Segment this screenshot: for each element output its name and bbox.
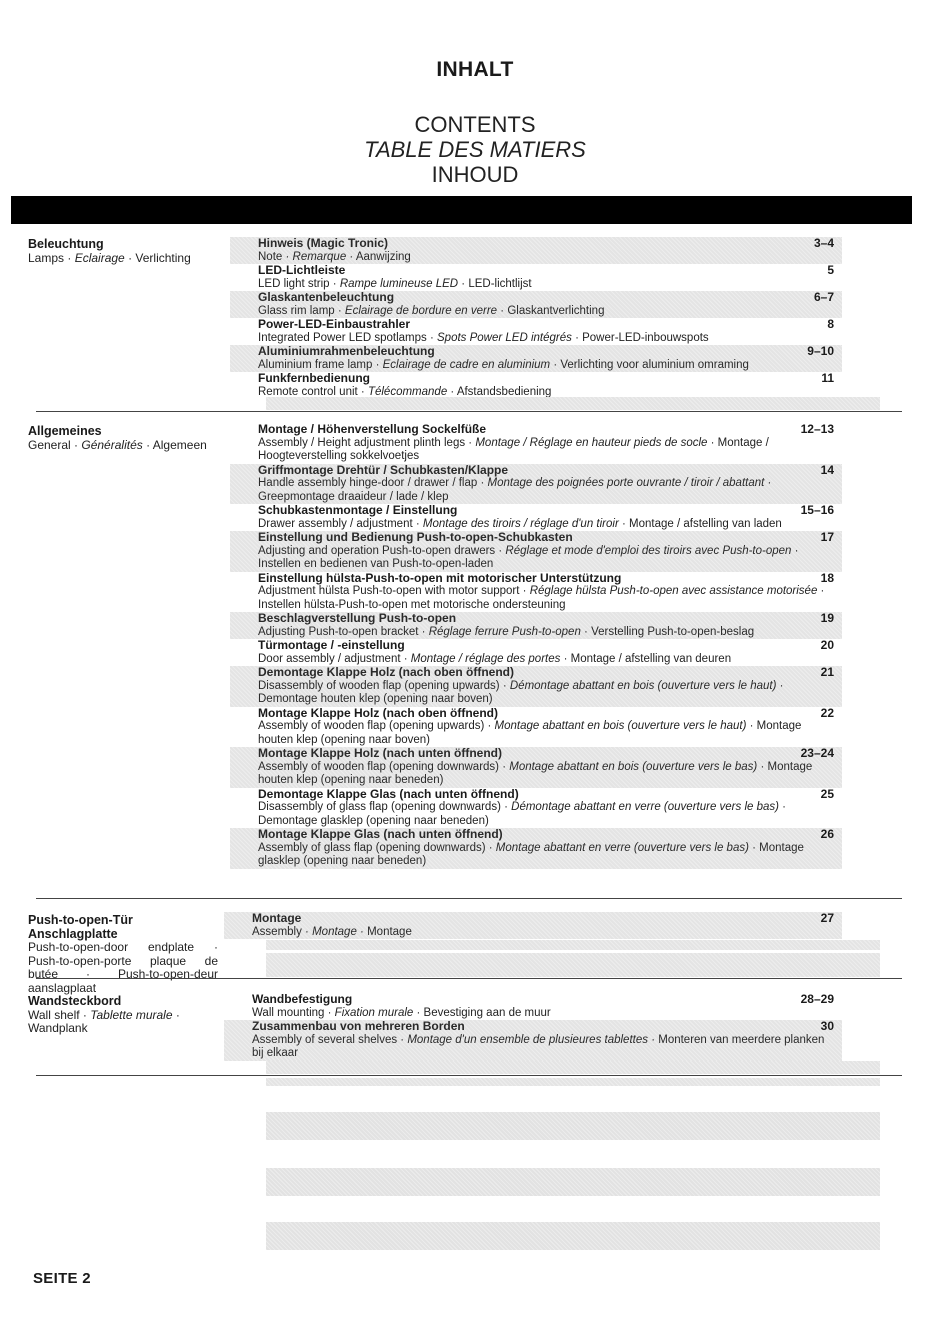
toc-entry <box>230 531 842 572</box>
shaded-filler <box>266 1078 880 1086</box>
entry-translations: Wall mounting · Fixation murale · Bevestiging aan de muur <box>252 1006 551 1019</box>
shaded-filler <box>266 1061 880 1074</box>
entry-translations: Aluminium frame lamp · Eclairage de cadre en aluminium · Verlichting voor aluminium omraming <box>258 358 749 371</box>
entry-title: Zusammenbau von mehreren Borden <box>252 1019 465 1033</box>
entry-page-number: 28–29 <box>800 992 834 1006</box>
entry-translations: Adjusting Push-to-open bracket · Réglage ferrure Push-to-open · Verstelling Push-to-open-beslag <box>258 625 755 638</box>
entry-translations: Handle assembly hinge-door / drawer / flap · Montage des poignées porte ouvrante / tiroir / abattant · Greepmontage draaideur / lade / klep <box>258 477 772 503</box>
entry-translations: Assembly / Height adjustment plinth legs · Montage / Réglage en hauteur pieds de socle · Montage / Hoogteverstelling sokkelvoetjes <box>258 436 769 462</box>
entry-translations: Assembly of several shelves · Montage d'un ensemble de plusieures tablettes · Monteren van meerdere planken bij elkaar <box>252 1033 825 1059</box>
entry-page-number: 6–7 <box>813 290 834 304</box>
shaded-filler <box>266 940 880 950</box>
section-divider <box>36 898 902 899</box>
toc-entry <box>230 345 842 372</box>
entries-allgemeines <box>230 423 842 869</box>
entries-push-to-open <box>224 912 842 939</box>
category-title: Allgemeines <box>28 424 102 438</box>
page-number: SEITE 2 <box>33 1270 91 1287</box>
category-wandsteckbord <box>28 995 218 1036</box>
empty-shaded-block <box>266 1112 880 1140</box>
entry-title: Demontage Klappe Glas (nach unten öffnend) <box>258 786 519 801</box>
toc-entry <box>230 612 842 639</box>
entry-translations: Assembly of wooden flap (opening downwards) · Montage abattant en bois (ouverture vers le bas) · Montage houten klep (opening naar beneden) <box>258 760 813 786</box>
entry-translations: Assembly of glass flap (opening downwards) · Montage abattant en verre (ouverture vers le bas) · Montage glasklep (opening naar beneden) <box>258 841 804 867</box>
category-langs: General · Généralités · Algemeen <box>28 437 207 452</box>
entry-translations: Glass rim lamp · Eclairage de bordure en verre · Glaskantverlichting <box>258 304 605 317</box>
entry-title: Montage Klappe Holz (nach unten öffnend) <box>258 746 502 760</box>
entry-page-number: 11 <box>821 371 834 385</box>
entry-title: Griffmontage Drehtür / Schubkasten/Klappe <box>258 462 509 477</box>
entry-translations: Adjustment hülsta Push-to-open with motor support · Réglage hülsta Push-to-open avec assistance motorisée · Instellen hülsta-Push-to-open met motorische ondersteuning <box>258 585 825 611</box>
entry-page-number: 19 <box>820 611 834 625</box>
entry-page-number: 25 <box>820 786 834 801</box>
entry-title: Einstellung hülsta-Push-to-open mit motorischer Unterstützung <box>258 570 622 585</box>
toc-entry <box>230 464 842 505</box>
entry-page-number: 8 <box>827 317 834 331</box>
entry-translations: Disassembly of wooden flap (opening upwards) · Démontage abattant en bois (ouverture vers le haut) · Demontage houten klep (opening naar boven) <box>258 679 784 705</box>
entry-title: Montage Klappe Holz (nach oben öffnend) <box>258 705 498 720</box>
page-title: INHALT <box>436 58 514 81</box>
category-langs: Wall shelf · Tablette murale · Wandplank <box>28 1007 180 1035</box>
entry-page-number: 15–16 <box>800 503 834 517</box>
toc-entry <box>230 747 842 788</box>
entry-title: Einstellung und Bedienung Push-to-open-Schubkasten <box>258 530 573 544</box>
entry-title: Funkfernbedienung <box>258 371 370 385</box>
subtitle-french: TABLE DES MATIERS <box>364 137 586 162</box>
entry-title: Beschlagverstellung Push-to-open <box>258 611 457 625</box>
entries-wandsteckbord <box>224 993 842 1061</box>
toc-entry <box>230 639 842 666</box>
entry-page-number: 9–10 <box>807 344 834 358</box>
entry-page-number: 20 <box>820 638 834 652</box>
entry-translations: Integrated Power LED spotlamps · Spots Power LED intégrés · Power-LED-inbouwspots <box>258 331 709 344</box>
toc-entry <box>224 993 842 1020</box>
toc-entry <box>230 572 842 613</box>
entry-title: Schubkastenmontage / Einstellung <box>258 503 458 517</box>
category-title: Wandsteckbord <box>28 994 122 1008</box>
entry-page-number: 18 <box>820 570 834 585</box>
section-divider <box>36 411 902 412</box>
entry-page-number: 22 <box>820 705 834 720</box>
entry-translations: Assembly of wooden flap (opening upwards) · Montage abattant en bois (ouverture vers le haut) · Montage houten klep (opening naar boven) <box>258 720 802 746</box>
header-black-band <box>11 196 912 224</box>
entry-translations: Assembly · Montage · Montage <box>252 925 412 938</box>
section-divider <box>36 978 902 979</box>
entry-translations: Drawer assembly / adjustment · Montage des tiroirs / réglage d'un tiroir · Montage / afstelling van laden <box>258 517 782 530</box>
entry-page-number: 3–4 <box>813 236 834 250</box>
entry-translations: Note · Remarque · Aanwijzing <box>258 250 411 263</box>
entry-title: Hinweis (Magic Tronic) <box>258 236 389 250</box>
empty-shaded-block <box>266 1222 880 1250</box>
toc-entry <box>230 504 842 531</box>
entry-title: Montage Klappe Glas (nach unten öffnend) <box>258 827 503 841</box>
entry-title: Montage / Höhenverstellung Sockelfüße <box>258 422 487 436</box>
toc-entry <box>230 707 842 748</box>
entry-title: Power-LED-Einbaustrahler <box>258 317 411 331</box>
entry-title: Montage <box>252 911 302 925</box>
entry-title: Wandbefestigung <box>252 992 353 1006</box>
category-langs: Push-to-open-door endplate · Push-to-open-porte plaque de butée · Push-to-open-deur aanslagplaat <box>28 940 218 995</box>
empty-shaded-block <box>266 1168 880 1196</box>
entry-translations: Adjusting and operation Push-to-open drawers · Réglage et mode d'emploi des tiroirs avec Push-to-open · Instellen en bedienen van Push-to-open-laden <box>258 544 799 570</box>
toc-entry <box>230 237 842 264</box>
entry-page-number: 14 <box>820 462 834 477</box>
toc-entry <box>230 828 842 869</box>
toc-entry <box>230 788 842 829</box>
entries-beleuchtung <box>230 237 842 399</box>
shaded-filler <box>266 397 880 410</box>
entry-title: Türmontage / -einstellung <box>258 638 405 652</box>
toc-entry <box>230 423 842 464</box>
category-langs: Lamps · Eclairage · Verlichting <box>28 250 191 265</box>
toc-entry <box>224 1020 842 1061</box>
category-title: Beleuchtung <box>28 237 104 251</box>
category-title: Push-to-open-Tür Anschlagplatte <box>28 913 133 941</box>
toc-entry <box>230 264 842 291</box>
entry-translations: Disassembly of glass flap (opening downwards) · Démontage abattant en verre (ouverture vers le bas) · Demontage glasklep (opening naar beneden) <box>258 801 787 827</box>
subtitle-dutch: INHOUD <box>431 162 519 187</box>
entry-page-number: 17 <box>820 530 834 544</box>
toc-entry <box>230 291 842 318</box>
category-beleuchtung <box>28 238 218 265</box>
section-divider <box>36 1075 902 1076</box>
toc-entry <box>224 912 842 939</box>
shaded-filler <box>266 953 880 977</box>
entry-page-number: 23–24 <box>800 746 834 760</box>
entry-translations: Door assembly / adjustment · Montage / réglage des portes · Montage / afstelling van deuren <box>258 652 732 665</box>
category-allgemeines <box>28 425 218 452</box>
entry-title: Aluminiumrahmenbeleuchtung <box>258 344 435 358</box>
entry-page-number: 30 <box>820 1019 834 1033</box>
toc-entry <box>230 666 842 707</box>
toc-entry <box>230 318 842 345</box>
entry-title: Demontage Klappe Holz (nach oben öffnend) <box>258 665 515 679</box>
entry-translations: LED light strip · Rampe lumineuse LED · LED-lichtlijst <box>258 277 532 290</box>
toc-entry <box>230 372 842 399</box>
entry-title: LED-Lichtleiste <box>258 263 346 277</box>
entry-page-number: 26 <box>820 827 834 841</box>
entry-title: Glaskantenbeleuchtung <box>258 290 395 304</box>
entry-page-number: 5 <box>827 263 834 277</box>
entry-page-number: 21 <box>820 665 834 679</box>
entry-page-number: 27 <box>820 911 834 925</box>
entry-translations: Remote control unit · Télécommande · Afstandsbediening <box>258 385 552 398</box>
category-push-to-open-endplate <box>28 914 218 995</box>
entry-page-number: 12–13 <box>800 422 834 436</box>
subtitle-english: CONTENTS <box>414 112 536 137</box>
